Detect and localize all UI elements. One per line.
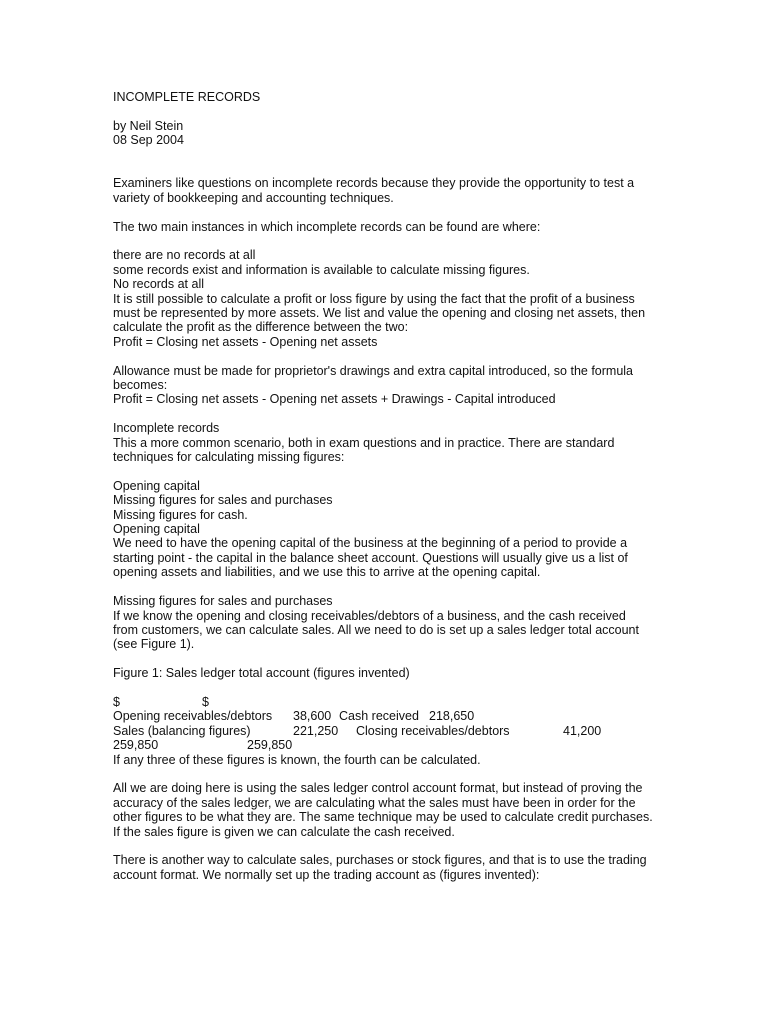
paragraph-line: becomes:	[113, 378, 168, 393]
ledger-totals-row	[113, 738, 673, 752]
paragraph-line: If we know the opening and closing receivables/debtors of a business, and the cash received	[113, 608, 626, 623]
ledger-value: 221,250	[293, 723, 339, 738]
intro-line: Examiners like questions on incomplete records because they provide the opportunity to test a	[113, 176, 635, 191]
author-byline: by Neil Stein	[113, 118, 184, 133]
publish-date: 08 Sep 2004	[113, 133, 184, 148]
section-heading-opening-capital: Opening capital	[113, 522, 200, 537]
technique-item: Missing figures for cash.	[113, 507, 248, 522]
paragraph-line: calculate the profit as the difference between the two:	[113, 320, 409, 335]
paragraph-line: This a more common scenario, both in exam questions and in practice. There are standard	[113, 435, 615, 450]
paragraph-line: account format. We normally set up the trading account as (figures invented):	[113, 867, 540, 882]
paragraph-line: If the sales figure is given we can calculate the cash received.	[113, 824, 455, 839]
intro-line: variety of bookkeeping and accounting techniques.	[113, 190, 394, 205]
paragraph-line: from customers, we can calculate sales. All we need to do is set up a sales ledger total account	[113, 622, 639, 637]
paragraph-line: There is another way to calculate sales, purchases or stock figures, and that is to use the trading	[113, 853, 647, 868]
technique-item: Missing figures for sales and purchases	[113, 493, 333, 508]
paragraph-line: (see Figure 1).	[113, 637, 195, 652]
ledger-label: Closing receivables/debtors	[356, 723, 510, 738]
paragraph-line: opening assets and liabilities, and we use this to arrive at the opening capital.	[113, 565, 541, 580]
ledger-currency-row	[113, 695, 673, 709]
profit-formula: Profit = Closing net assets - Opening net assets	[113, 334, 378, 349]
paragraph-line: Allowance must be made for proprietor's drawings and extra capital introduced, so the formula	[113, 363, 634, 378]
section-heading-missing-sales: Missing figures for sales and purchases	[113, 594, 333, 609]
currency-symbol: $	[113, 694, 120, 709]
ledger-total: 259,850	[113, 738, 159, 753]
section-heading-no-records: No records at all	[113, 277, 205, 292]
document-title: INCOMPLETE RECORDS	[113, 90, 261, 104]
ledger-value: 218,650	[429, 709, 475, 724]
paragraph-line: techniques for calculating missing figures:	[113, 450, 345, 465]
paragraph-line: We need to have the opening capital of the business at the beginning of a period to provide a	[113, 536, 628, 551]
technique-item: Opening capital	[113, 478, 200, 493]
section-heading-incomplete: Incomplete records	[113, 421, 220, 436]
document-body	[113, 90, 673, 882]
figure-note: If any three of these figures is known, the fourth can be calculated.	[113, 752, 481, 767]
paragraph-line: starting point - the capital in the balance sheet account. Questions will usually give us a list of	[113, 550, 628, 565]
currency-symbol: $	[202, 694, 209, 709]
profit-formula-extended: Profit = Closing net assets - Opening net assets + Drawings - Capital introduced	[113, 392, 556, 407]
ledger-label: Opening receivables/debtors	[113, 709, 273, 724]
instances-intro: The two main instances in which incomplete records can be found are where:	[113, 219, 541, 234]
ledger-total: 259,850	[247, 738, 293, 753]
ledger-label: Cash received	[339, 709, 419, 724]
paragraph-line: accuracy of the sales ledger, we are calculating what the sales must have been in order for the	[113, 795, 636, 810]
ledger-value: 38,600	[293, 709, 332, 724]
ledger-account	[113, 695, 673, 753]
ledger-label: Sales (balancing figures)	[113, 723, 251, 738]
instance-item: there are no records at all	[113, 248, 256, 263]
instance-item: some records exist and information is available to calculate missing figures.	[113, 262, 530, 277]
paragraph-line: It is still possible to calculate a profit or loss figure by using the fact that the profit of a business	[113, 291, 635, 306]
ledger-row	[113, 724, 673, 738]
ledger-row	[113, 709, 673, 723]
paragraph-line: must be represented by more assets. We list and value the opening and closing net assets, then	[113, 306, 646, 321]
figure-caption: Figure 1: Sales ledger total account (figures invented)	[113, 666, 410, 681]
paragraph-line: All we are doing here is using the sales ledger control account format, but instead of proving the	[113, 781, 643, 796]
paragraph-line: other figures to be what they are. The same technique may be used to calculate credit purchases.	[113, 810, 653, 825]
ledger-value: 41,200	[563, 723, 602, 738]
